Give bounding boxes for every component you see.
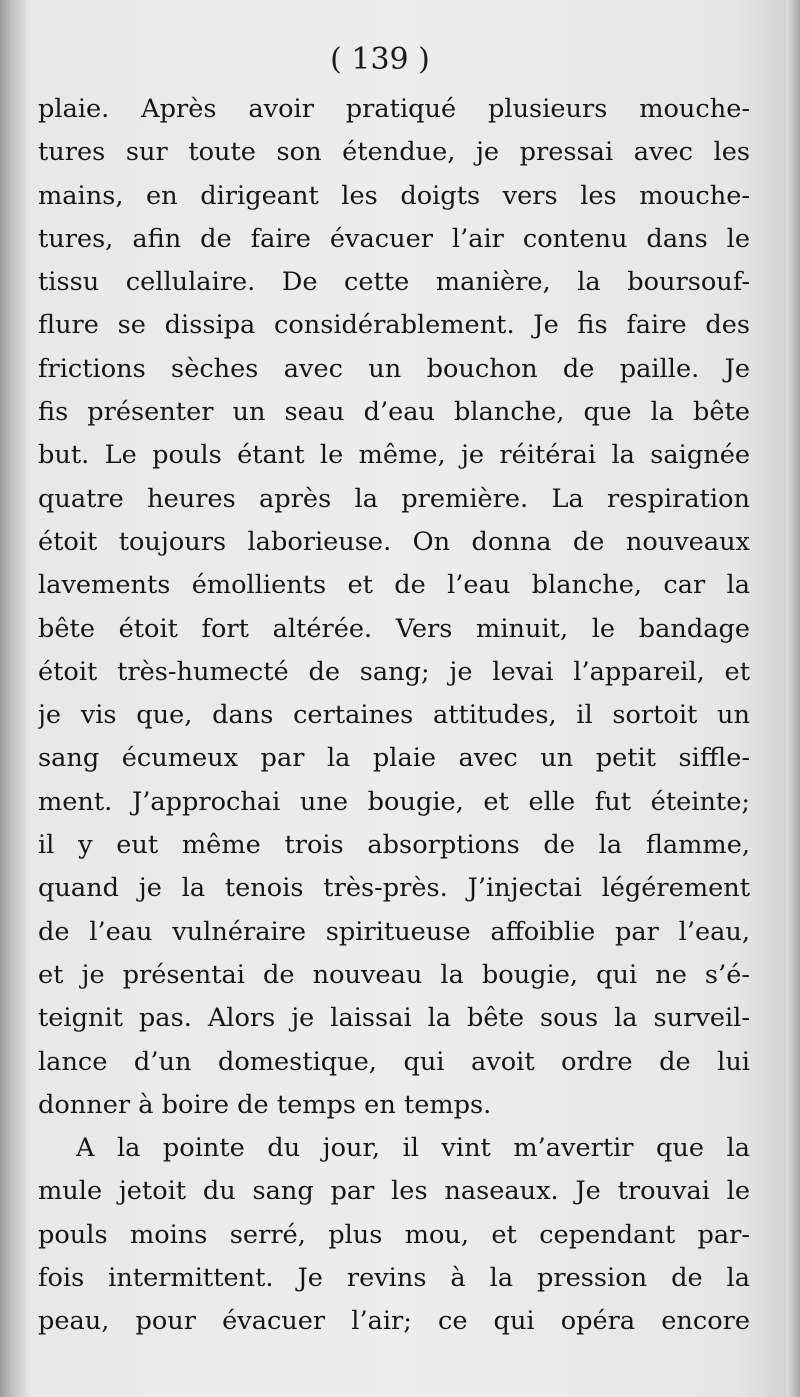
- text-line: de l’eau vulnéraire spiritueuse affoiblie par l’eau,: [38, 916, 750, 947]
- body-text: [38, 88, 750, 1344]
- text-line: et je présentai de nouveau la bougie, qui ne s’é-: [38, 959, 750, 990]
- page-edge-shadow: [786, 0, 800, 1397]
- text-line: fois intermittent. Je revins à la pression de la: [38, 1263, 750, 1294]
- text-line: lance d’un domestique, qui avoit ordre de lui: [38, 1046, 750, 1077]
- paragraph-2: [38, 1127, 750, 1343]
- text-line: tures sur toute son étendue, je pressai avec les: [38, 137, 750, 168]
- text-line: tissu cellulaire. De cette manière, la boursouf-: [38, 267, 750, 298]
- text-line: teignit pas. Alors je laissai la bête sous la surveil-: [38, 1003, 750, 1034]
- text-line: tures, afin de faire évacuer l’air contenu dans le: [38, 223, 750, 254]
- page-number: ( 139 ): [330, 42, 430, 77]
- text-line: frictions sèches avec un bouchon de paille. Je: [38, 353, 750, 384]
- text-line: plaie. Après avoir pratiqué plusieurs mouche-: [38, 94, 750, 124]
- text-line: ment. J’approchai une bougie, et elle fut éteinte;: [38, 786, 750, 817]
- text-line: étoit très-humecté de sang; je levai l’appareil, et: [38, 656, 750, 687]
- text-line: donner à boire de temps en temps.: [38, 1089, 492, 1120]
- text-line: il y eut même trois absorptions de la flamme,: [38, 830, 750, 861]
- text-line: fis présenter un seau d’eau blanche, que la bête: [38, 397, 750, 428]
- page-gutter-shadow: [0, 0, 26, 1397]
- text-line: lavements émollients et de l’eau blanche, car la: [38, 570, 750, 601]
- text-line: pouls moins serré, plus mou, et cependant par-: [38, 1219, 750, 1250]
- text-line: but. Le pouls étant le même, je réitérai la saignée: [38, 440, 750, 471]
- text-line: bête étoit fort altérée. Vers minuit, le bandage: [38, 613, 750, 644]
- text-line: mains, en dirigeant les doigts vers les mouche-: [38, 180, 750, 211]
- text-line: je vis que, dans certaines attitudes, il sortoit un: [38, 700, 750, 731]
- text-line: mule jetoit du sang par les naseaux. Je trouvai le: [38, 1176, 750, 1207]
- text-line: flure se dissipa considérablement. Je fis faire des: [38, 310, 750, 341]
- paragraph-1: [38, 88, 750, 1127]
- text-line: sang écumeux par la plaie avec un petit siffle-: [38, 743, 750, 774]
- text-line: quand je la tenois très-près. J’injectai légérement: [38, 873, 750, 904]
- text-line: A la pointe du jour, il vint m’avertir que la: [76, 1133, 750, 1164]
- text-line: quatre heures après la première. La respiration: [38, 483, 750, 514]
- text-line: étoit toujours laborieuse. On donna de nouveaux: [38, 526, 750, 557]
- text-line: peau, pour évacuer l’air; ce qui opéra encore: [38, 1306, 750, 1337]
